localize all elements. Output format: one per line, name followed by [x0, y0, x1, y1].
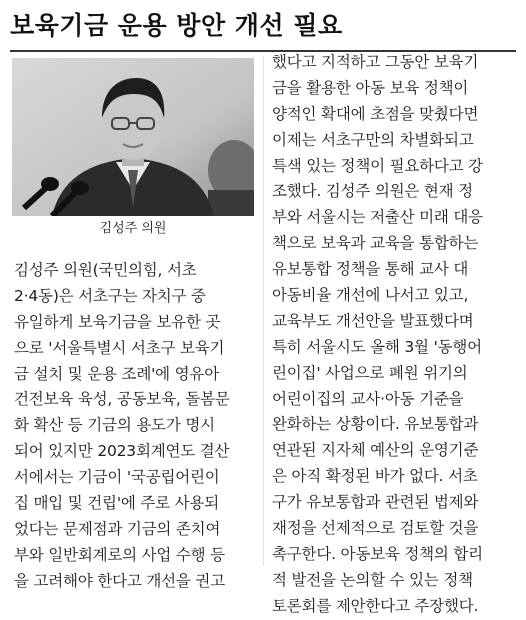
body-line: 부와 서울시는 저출산 미래 대응 [272, 208, 483, 227]
body-line: 으로 '서울특별시 서초구 보육기 [14, 338, 225, 357]
body-line: 했다고 지적하고 그동안 보육기 [272, 53, 479, 71]
body-column-right [272, 50, 520, 620]
body-line: 유보통합 정책을 통해 교사 대 [272, 260, 469, 279]
body-line: 건전보육 육성, 공동보육, 돌봄문 [14, 390, 230, 409]
body-line: 특히 서울시도 올해 3월 '동행어 [272, 337, 482, 356]
body-line: 양적인 확대에 초점을 맞췄다면 [272, 104, 479, 123]
body-line: 을 고려해야 한다고 개선을 권고 [14, 571, 225, 590]
body-line: 유일하게 보육기금을 보유한 곳 [14, 312, 221, 331]
body-line: 조했다. 김성주 의원은 현재 정 [272, 182, 473, 201]
photo-caption: 김성주 의원 [99, 221, 167, 236]
body-line: 금 설치 및 운용 조례'에 영유아 [14, 364, 219, 383]
body-line: 특색 있는 정책이 필요하다고 강 [272, 156, 483, 175]
body-line: 이제는 서초구만의 차별화되고 [272, 130, 474, 149]
body-line: 적 발전을 논의할 수 있는 정책 [272, 570, 473, 589]
article-headline: 보육기금 운용 방안 개선 필요 [10, 11, 343, 40]
body-line: 부와 일반회계로의 사업 수행 등 [14, 545, 225, 564]
body-line: 화 확산 등 기금의 용도가 명시 [14, 416, 215, 435]
body-line: 구가 유보통합과 관련된 법제와 [272, 493, 479, 512]
body-line: 아동비율 개선에 나서고 있고, [272, 286, 469, 305]
body-line: 집 매입 및 건립'에 주로 사용되 [14, 494, 219, 513]
body-line: 연관된 지자체 예산의 운영기준 [272, 441, 479, 460]
body-column-left [14, 258, 256, 595]
body-line: 린이집' 사업으로 폐원 위기의 [272, 363, 468, 382]
body-line: 2·4동)은 서초구는 자치구 중 [14, 286, 206, 305]
body-line: 김성주 의원(국민의힘, 서초 [14, 261, 197, 279]
portrait-photo [12, 58, 254, 216]
body-line: 되어 있지만 2023회계연도 결산 [14, 442, 230, 461]
body-line: 완화하는 상황이다. 유보통합과 [272, 415, 479, 434]
portrait-illustration [12, 58, 254, 216]
body-line: 금을 활용한 아동 보육 정책이 [272, 78, 469, 97]
body-line: 토론회를 제안한다고 주장했다. [272, 596, 479, 615]
body-line: 은 아직 확정된 바가 없다. 서초 [272, 467, 478, 486]
body-line: 재정을 선제적으로 검토할 것을 [272, 519, 479, 538]
body-line: 촉구한다. 아동보육 정책의 합리 [272, 544, 483, 563]
body-line: 교육부도 개선안을 발표했다며 [272, 311, 474, 330]
body-line: 서에서는 기금이 '국공립어린이 [14, 468, 220, 487]
body-line: 책으로 보육과 교육을 통합하는 [272, 234, 479, 253]
body-line: 었다는 문제점과 기금의 존치여 [14, 519, 221, 538]
column-divider [263, 56, 264, 566]
body-line: 어린이집의 교사·아동 기준을 [272, 389, 464, 408]
